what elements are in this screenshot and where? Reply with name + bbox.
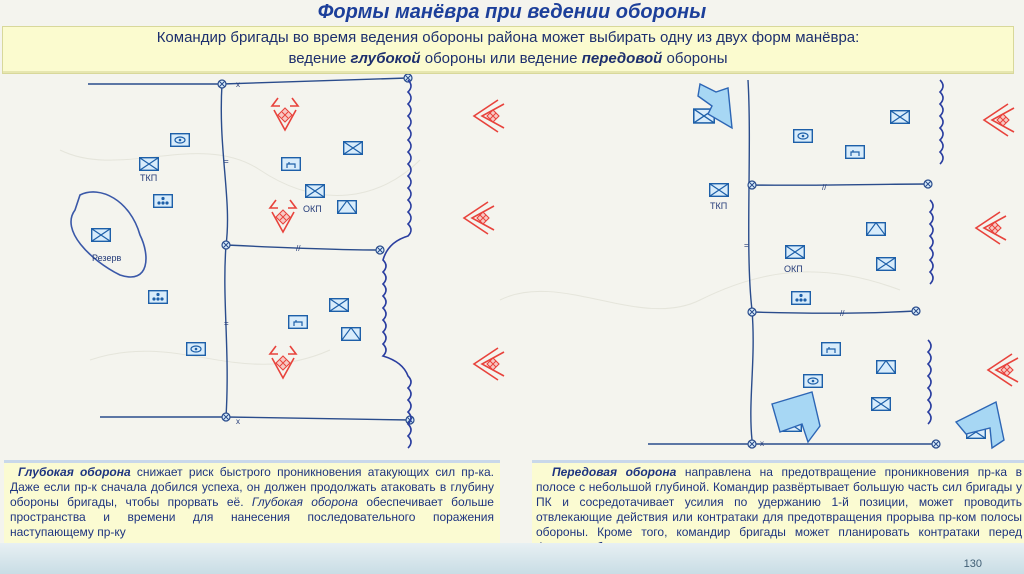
deep-defense-emph: Глубокая оборона (251, 495, 358, 509)
right-mid-boundary (752, 184, 928, 185)
svg-text://: // (822, 183, 827, 192)
tkp-unit (140, 158, 159, 171)
okp-unit (306, 185, 325, 198)
artillery-unit (154, 195, 173, 208)
engineer-unit (338, 201, 357, 214)
left-brigade-boundary (221, 84, 227, 417)
boundary-node (748, 308, 756, 316)
enemy-breakthrough-icon (270, 346, 296, 378)
page-footer-band (0, 543, 1024, 574)
artillery-unit (149, 291, 168, 304)
tkp-unit (710, 184, 729, 197)
boundary-node (376, 246, 384, 254)
right-front-line (928, 340, 931, 424)
subtitle-line-1: Командир бригады во время ведения обороны района может выбирать одну из двух форм манёвра: (156, 29, 860, 46)
boundary-node (932, 440, 940, 448)
engineer-unit (867, 223, 886, 236)
left-top-boundary (222, 78, 408, 84)
svg-text://: // (296, 244, 301, 253)
subtitle-text: обороны (662, 50, 728, 67)
support-unit (846, 146, 865, 159)
enemy-breakthrough-icon (270, 200, 296, 232)
left-deep-defense-diagram (71, 74, 504, 448)
subtitle-text: ведение (288, 50, 351, 67)
enemy-attack-arrow-icon (474, 100, 504, 132)
subtitle-text: обороны или ведение (420, 50, 582, 67)
page-number: 130 (963, 558, 982, 570)
tkp-label: ТКП (140, 173, 158, 183)
deep-defense-text (4, 460, 500, 552)
subtitle-emph-forward: передовой (581, 50, 663, 67)
infantry-unit (891, 111, 910, 124)
map-background (60, 150, 900, 364)
forward-defense-text (532, 460, 1024, 552)
boundary-node (222, 241, 230, 249)
infantry-unit (344, 142, 363, 155)
enemy-attack-arrow-icon (464, 202, 494, 234)
svg-text:=: = (224, 157, 229, 166)
subtitle-line-2 (3, 48, 1013, 69)
infantry-unit (330, 299, 349, 312)
enemy-attack-arrow-icon (984, 104, 1014, 136)
boundary-node (924, 180, 932, 188)
left-low-boundary (226, 417, 410, 420)
tkp-label: ТКП (710, 201, 728, 211)
defense-diagrams (0, 74, 1024, 460)
right-front-line (940, 80, 943, 164)
subtitle-box (2, 26, 1014, 74)
enemy-attack-arrow-icon (474, 348, 504, 380)
right-brigade-boundary (748, 80, 753, 440)
deep-defense-body: обеспечивает больше пространства и времени для нанесения последовательного поражения наступающему пр-ку (10, 495, 494, 539)
boundary-node (748, 440, 756, 448)
svg-text:x: x (236, 80, 240, 89)
tank-unit (171, 134, 190, 147)
svg-text:x: x (760, 439, 764, 448)
infantry-unit (872, 398, 891, 411)
right-forward-defense-diagram (648, 80, 1018, 448)
counterattack-arrow-icon (772, 392, 820, 442)
tank-unit (804, 375, 823, 388)
okp-unit (786, 246, 805, 259)
counterattack-arrow-icon (956, 402, 1004, 448)
boundary-node (222, 413, 230, 421)
tank-unit (187, 343, 206, 356)
right-low-boundary (752, 311, 916, 313)
support-unit (289, 316, 308, 329)
svg-text:=: = (224, 319, 229, 328)
deep-defense-body: снижает риск быстрого проникновения атакующих сил пр-ка. Даже если пр-к сначала добился успеха, он должен продолжать атаковать в глубину обороны бригады, чтобы прорвать её. (10, 465, 494, 509)
enemy-attack-arrow-icon (976, 212, 1006, 244)
svg-text:x: x (236, 417, 240, 426)
enemy-attack-arrow-icon (988, 354, 1018, 386)
enemy-breakthrough-icon (272, 98, 298, 130)
okp-label: ОКП (303, 204, 322, 214)
subtitle-emph-deep: глубокой (350, 50, 421, 67)
right-front-line (930, 200, 933, 284)
deep-defense-lead: Глубокая оборона (18, 465, 131, 479)
engineer-unit (877, 361, 896, 374)
boundary-node (912, 307, 920, 315)
svg-text:=: = (744, 241, 749, 250)
svg-text://: // (840, 309, 845, 318)
support-unit (282, 158, 301, 171)
support-unit (822, 343, 841, 356)
left-front-line (383, 80, 411, 448)
reserve-unit (92, 229, 111, 242)
artillery-unit (792, 292, 811, 305)
engineer-unit (342, 328, 361, 341)
tank-unit (794, 130, 813, 143)
boundary-node (218, 80, 226, 88)
left-mid-boundary (226, 245, 380, 250)
okp-label: ОКП (784, 264, 803, 274)
boundary-node (748, 181, 756, 189)
slide-title: Формы манёвра при ведении обороны (317, 1, 707, 23)
infantry-unit (877, 258, 896, 271)
forward-defense-lead: Передовая оборона (552, 465, 677, 479)
forward-defense-body: направлена на предотвращение проникновения пр-ка в полосе с небольшой глубиной. Командир развёртывает большую часть сил бригады у ПК и сосредотачивает усилия по удержанию 1-й позиции, может проводить отвлекающие действия или контратаки для предотвращения прорыва пр-ком полосы обороны. Кроме того, командир бригады может планировать контратаки перед (536, 465, 1023, 539)
reserve-label: Резерв (92, 253, 122, 263)
